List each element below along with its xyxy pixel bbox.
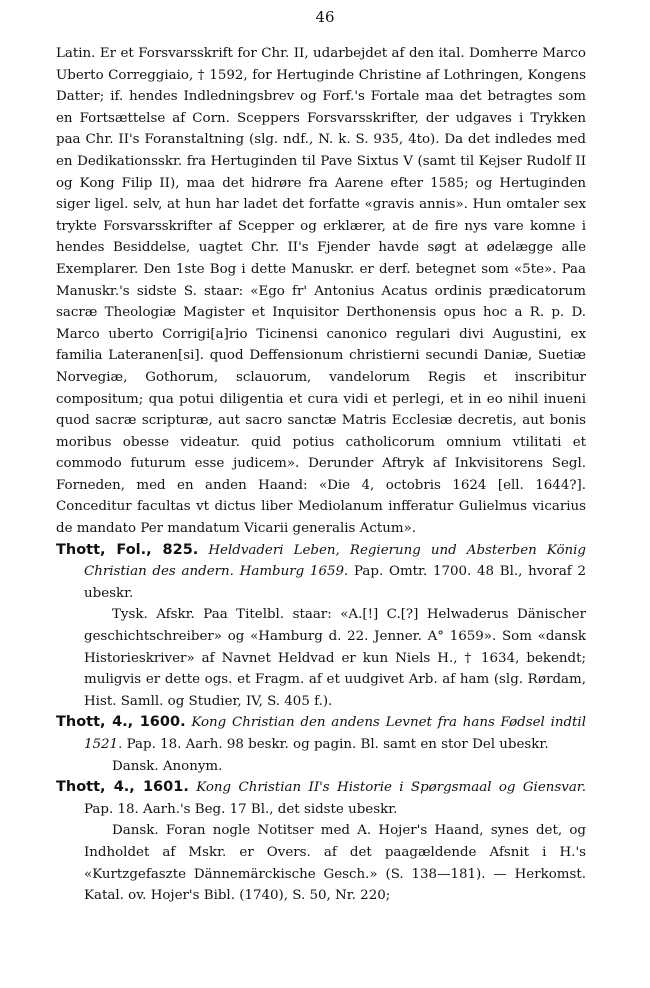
entry-description: Pap. 18. Aarh. 98 beskr. og pagin. Bl. samt en stor Del ubeskr. bbox=[126, 737, 549, 752]
entry-title: Heldvaderi Leben, Regierung und Absterben König Christian des andern. Hamburg 1659. bbox=[84, 542, 586, 580]
paragraph-latin-manuscript: Latin. Er et Forsvarsskrift for Chr. II, udarbejdet af den ital. Domherre Marco Uberto Correggiaio, † 1592, for Hertuginde Christine af Lothringen, Kongens Datter; if. hendes Indledningsbrev og Forf.'s Fortale maa det betragtes som en Fortsættelse af Corn. Sceppers Forsvarsskrifter, der udgaves i Trykken paa Chr. II's Foranstaltning (slg. ndf., N. k. S. 935, 4to). Da det indledes med en Dedikationsskr. fra Hertuginden til Pave Sixtus V (samt til Kejser Rudolf II og Kong Filip II), maa det hidrøre fra Aarene efter 1585; og Hertuginden siger ligel. selv, at hun har ladet det forfatte «gravis annis». Hun omtaler sex trykte Forsvarsskrifter af Scepper og erklærer, at de fire nys vare komne i hendes Besiddelse, uagtet Chr. II's Fjender havde søgt at ødelægge alle Exemplarer. Den 1ste Bog i dette Manuskr. er derf. betegnet som «5te». Paa Manuskr.'s sidste S. staar: «Ego fr' Antonius Acatus ordinis prædicatorum sacræ Theologiæ Magister et Inquisitor Derthonensis opus hoc a R. p. D. Marco uberto Corrigi[a]rio Ticinensi canonico regulari divi Augustini, ex familia Lateranen[si]. quod Deffensionum christierni secundi Daniæ, Suetiæ Norvegiæ, Gothorum, sclauorum, vandelorum Regis et inscribitur compositum; qua potui diligentia et cura vidi et perlegi, et in eo nihil inueni quod sacræ scripturæ, aut sacro sanctæ Matris Ecclesiæ decretis, aut bonis moribus obesse videatur. quid potius catholicorum omnium vtilitati et commodo futurum esse judicem». Derunder Aftryk af Inkvisitorens Segl. Forneden, med en anden Haand: «Die 4, octobris 1624 [ell. 1644?]. Conceditur facultas vt dictus liber Mediolanum infferatur Gulielmus vicarius de mandato Per mandatum Vicarii generalis Actum». bbox=[56, 46, 586, 537]
page-number: 46 bbox=[315, 8, 335, 26]
entry-title: Kong Christian II's Historie i Spørgsmaal og Giensvar. bbox=[196, 780, 586, 796]
entry-notes: Dansk. Anonym. bbox=[112, 758, 223, 774]
catalog-entry-thott-fol-825 bbox=[56, 540, 586, 605]
entry-description: Pap. 18. Aarh.'s Beg. 17 Bl., det sidste ubeskr. bbox=[84, 801, 398, 817]
entry-notes: Dansk. Foran nogle Notitser med A. Hojer's Haand, synes det, og Indholdet af Mskr. er Overs. af det paagældende Afsnit i H.'s «Kurtzgefaszte Dännemärckische Gesch.» (S. 138—181). — Herkomst. Katal. ov. Hojer's Bibl. (1740), S. 50, Nr. 220; bbox=[84, 823, 586, 904]
catalog-entry-thott-4-1601 bbox=[56, 777, 586, 820]
page-text bbox=[56, 43, 586, 907]
shelfmark: Thott, 4., 1601. bbox=[56, 779, 189, 796]
entry-notes: Tysk. Afskr. Paa Titelbl. staar: «A.[!] C.[?] Helwaderus Dänischer geschichtschreiber» og «Hamburg d. 22. Jenner. A° 1659». Som «dansk Historieskriver» af Navnet Heldvad er kun Niels H., † 1634, bekendt; muligvis er dette ogs. et Fragm. af et uudgivet Arb. af ham (slg. Rørdam, Hist. Samll. og Studier, IV, S. 405 f.). bbox=[84, 607, 586, 709]
entry-description: Pap. Omtr. 1700. 48 Bl., hvoraf 2 ubeskr. bbox=[84, 564, 587, 601]
shelfmark: Thott, Fol., 825. bbox=[56, 541, 199, 558]
entry-title: Kong Christian den andens Levnet fra hans Fødsel indtil 1521. bbox=[84, 715, 586, 752]
catalog-entry-thott-4-1600 bbox=[56, 712, 586, 755]
shelfmark: Thott, 4., 1600. bbox=[56, 714, 186, 731]
